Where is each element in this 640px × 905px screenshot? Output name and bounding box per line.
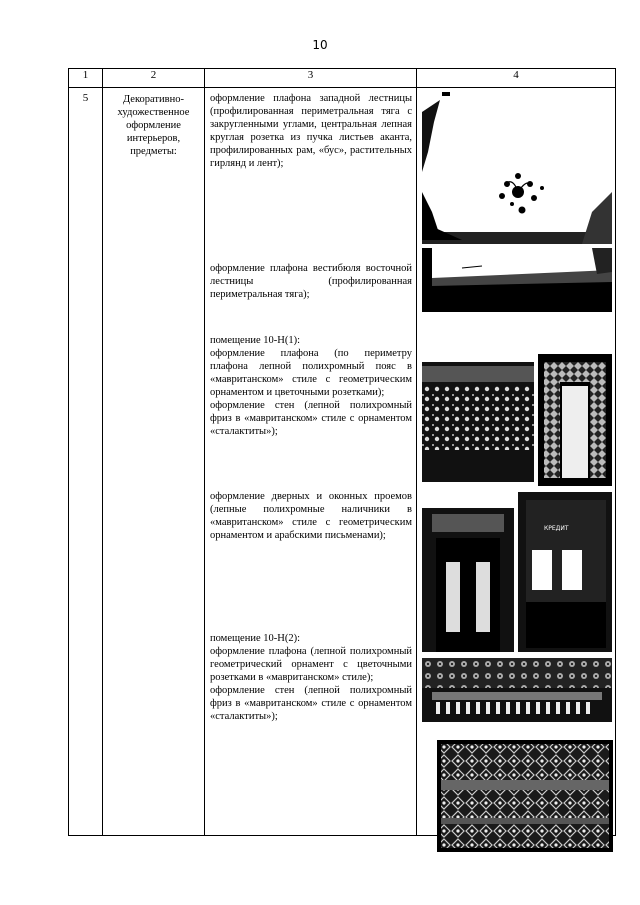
table-row: [69, 88, 616, 836]
page-number: 10: [312, 38, 328, 52]
description-line: помещение 10-Н(1):: [210, 335, 300, 346]
description-block-3: [210, 334, 412, 438]
row-category: Декоративно-художественное оформление интерьеров, предметы:: [103, 88, 205, 836]
table-header-row: [69, 69, 616, 88]
row-descriptions: [205, 88, 417, 836]
description-line: оформление плафона (лепной полихромный геометрический орнамент с цветочными розетками в «мавританском» стиле);: [210, 646, 412, 683]
description-line: оформление плафона западной лестницы (профилированная периметральная тяга с закругленными углами, центральная лепная круглая розетка из пучка листьев аканта, профилированных рам, «бус», растительных гирлянд и лент);: [210, 93, 412, 169]
description-line: оформление стен (лепной полихромный фриз в «мавританском» стиле с орнаментом «сталактиты»);: [210, 685, 412, 722]
photo-doorways: [422, 492, 612, 652]
photo-stalactite-frieze: [437, 740, 613, 852]
header-col-2: 2: [103, 69, 205, 88]
header-col-3: 3: [205, 69, 417, 88]
description-block-4: [210, 490, 412, 542]
description-line: оформление стен (лепной полихромный фриз в «мавританском» стиле с орнаментом «сталактиты»);: [210, 400, 412, 437]
photo-sign-text: КРЕДИТ: [544, 525, 569, 532]
row-photos: [417, 88, 616, 836]
description-block-1: [210, 92, 412, 170]
description-block-2: [210, 262, 412, 301]
photo-moorish-frieze: [422, 354, 612, 486]
description-block-5: [210, 632, 412, 723]
description-line: помещение 10-Н(2):: [210, 633, 300, 644]
photo-ceiling-rosette: [422, 92, 612, 244]
description-line: оформление плафона вестибюля восточной лестницы (профилированная периметральная тяга);: [210, 263, 412, 300]
description-line: оформление плафона (по периметру плафона лепной полихромный пояс в «мавританском» стиле с геометрическим орнаментом и цветочными розетками);: [210, 348, 412, 398]
photo-ceiling-ornament: [422, 658, 612, 722]
monument-table: [68, 68, 616, 836]
header-col-1: 1: [69, 69, 103, 88]
header-col-4: 4: [417, 69, 616, 88]
description-line: оформление дверных и оконных проемов (лепные полихромные наличники в «мавританском» стиле с геометрическим орнаментом и арабскими письменами);: [210, 491, 412, 541]
row-number: 5: [69, 88, 103, 836]
photo-vestibule-ceiling: [422, 248, 612, 312]
